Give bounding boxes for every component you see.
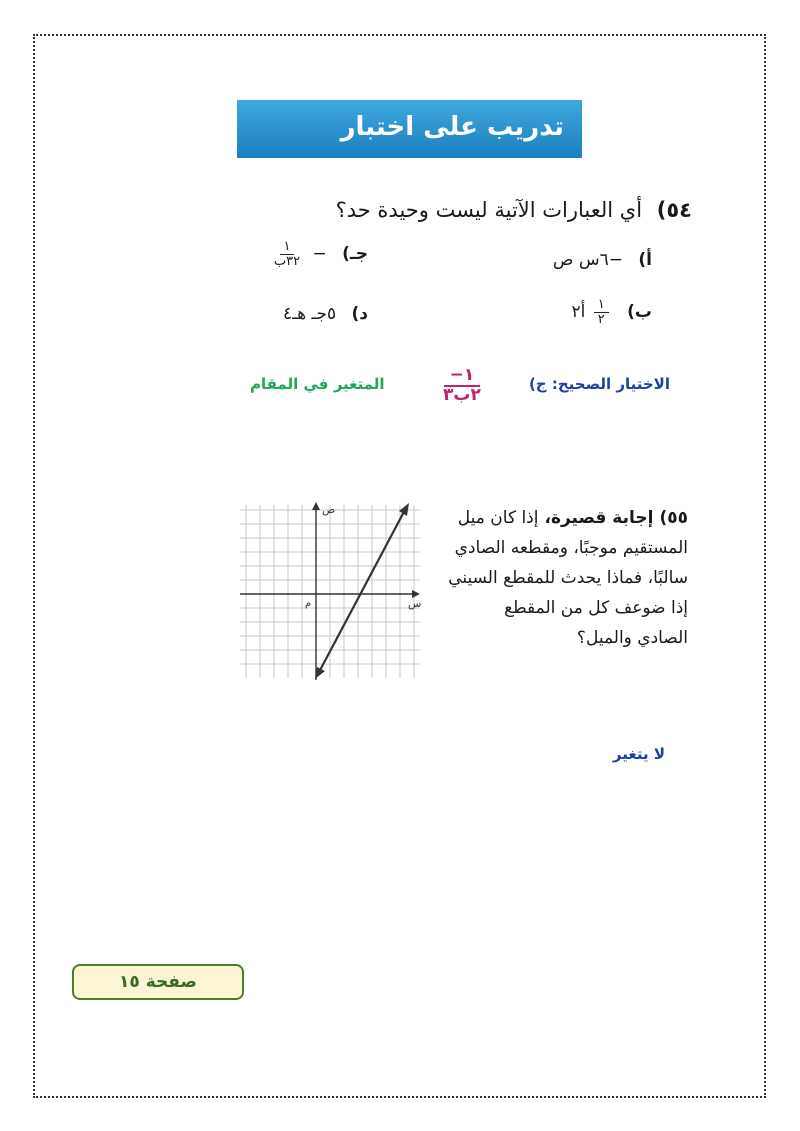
page-number: صفحة ١٥ <box>119 972 197 992</box>
choice-b <box>571 298 652 326</box>
question-number: ٥٤) <box>656 198 692 222</box>
choice-fraction <box>270 240 304 268</box>
choice-text: −٦س ص <box>552 250 623 270</box>
answer-fraction <box>443 367 481 405</box>
fraction-numerator: ١ <box>280 240 295 255</box>
fraction-numerator: −١ <box>444 367 481 387</box>
choice-a <box>553 250 652 270</box>
question-text: أي العبارات الآتية ليست وحيدة حد؟ <box>335 198 643 222</box>
fraction-numerator: ١ <box>594 298 609 313</box>
answer-55: لا يتغير <box>612 745 665 763</box>
x-axis-label: س <box>408 597 422 610</box>
fraction-denominator: ٣٢ب <box>273 253 301 269</box>
fraction-denominator: ٢ب٣ <box>443 384 481 405</box>
choice-c <box>267 240 368 268</box>
coordinate-graph <box>236 500 426 682</box>
choice-label: جـ) <box>342 244 368 265</box>
section-banner <box>237 100 582 158</box>
question-number: ٥٥) <box>659 508 688 528</box>
answer-note: المتغير في المقام <box>250 375 385 393</box>
choice-label: أ) <box>638 250 652 270</box>
question-text: إذا كان ميل المستقيم موجبًا، ومقطعه الصادي سالبًا، فماذا يحدث للمقطع السيني إذا ضوعف كل من المقطع الصادي والميل؟ <box>448 508 688 648</box>
choice-fraction <box>594 298 609 326</box>
choice-prefix: − <box>312 244 327 265</box>
fraction-denominator: ٢ <box>597 311 605 327</box>
section-title: تدريب على اختبار <box>340 112 564 142</box>
choice-text: ٥جـ هـ٤ <box>282 304 337 324</box>
origin-label: م <box>305 598 312 609</box>
question-55 <box>448 503 688 653</box>
answer-54 <box>230 367 670 413</box>
choice-label: د) <box>351 304 368 324</box>
y-axis-label: ص <box>322 503 336 516</box>
choice-suffix: أ٢ <box>571 302 586 323</box>
page-number-badge <box>72 964 244 1000</box>
question-tag: إجابة قصيرة، <box>544 508 654 528</box>
question-54 <box>336 198 692 222</box>
choice-d <box>283 304 368 324</box>
answer-label: الاختيار الصحيح: ج) <box>528 375 670 393</box>
choice-label: ب) <box>627 302 652 323</box>
